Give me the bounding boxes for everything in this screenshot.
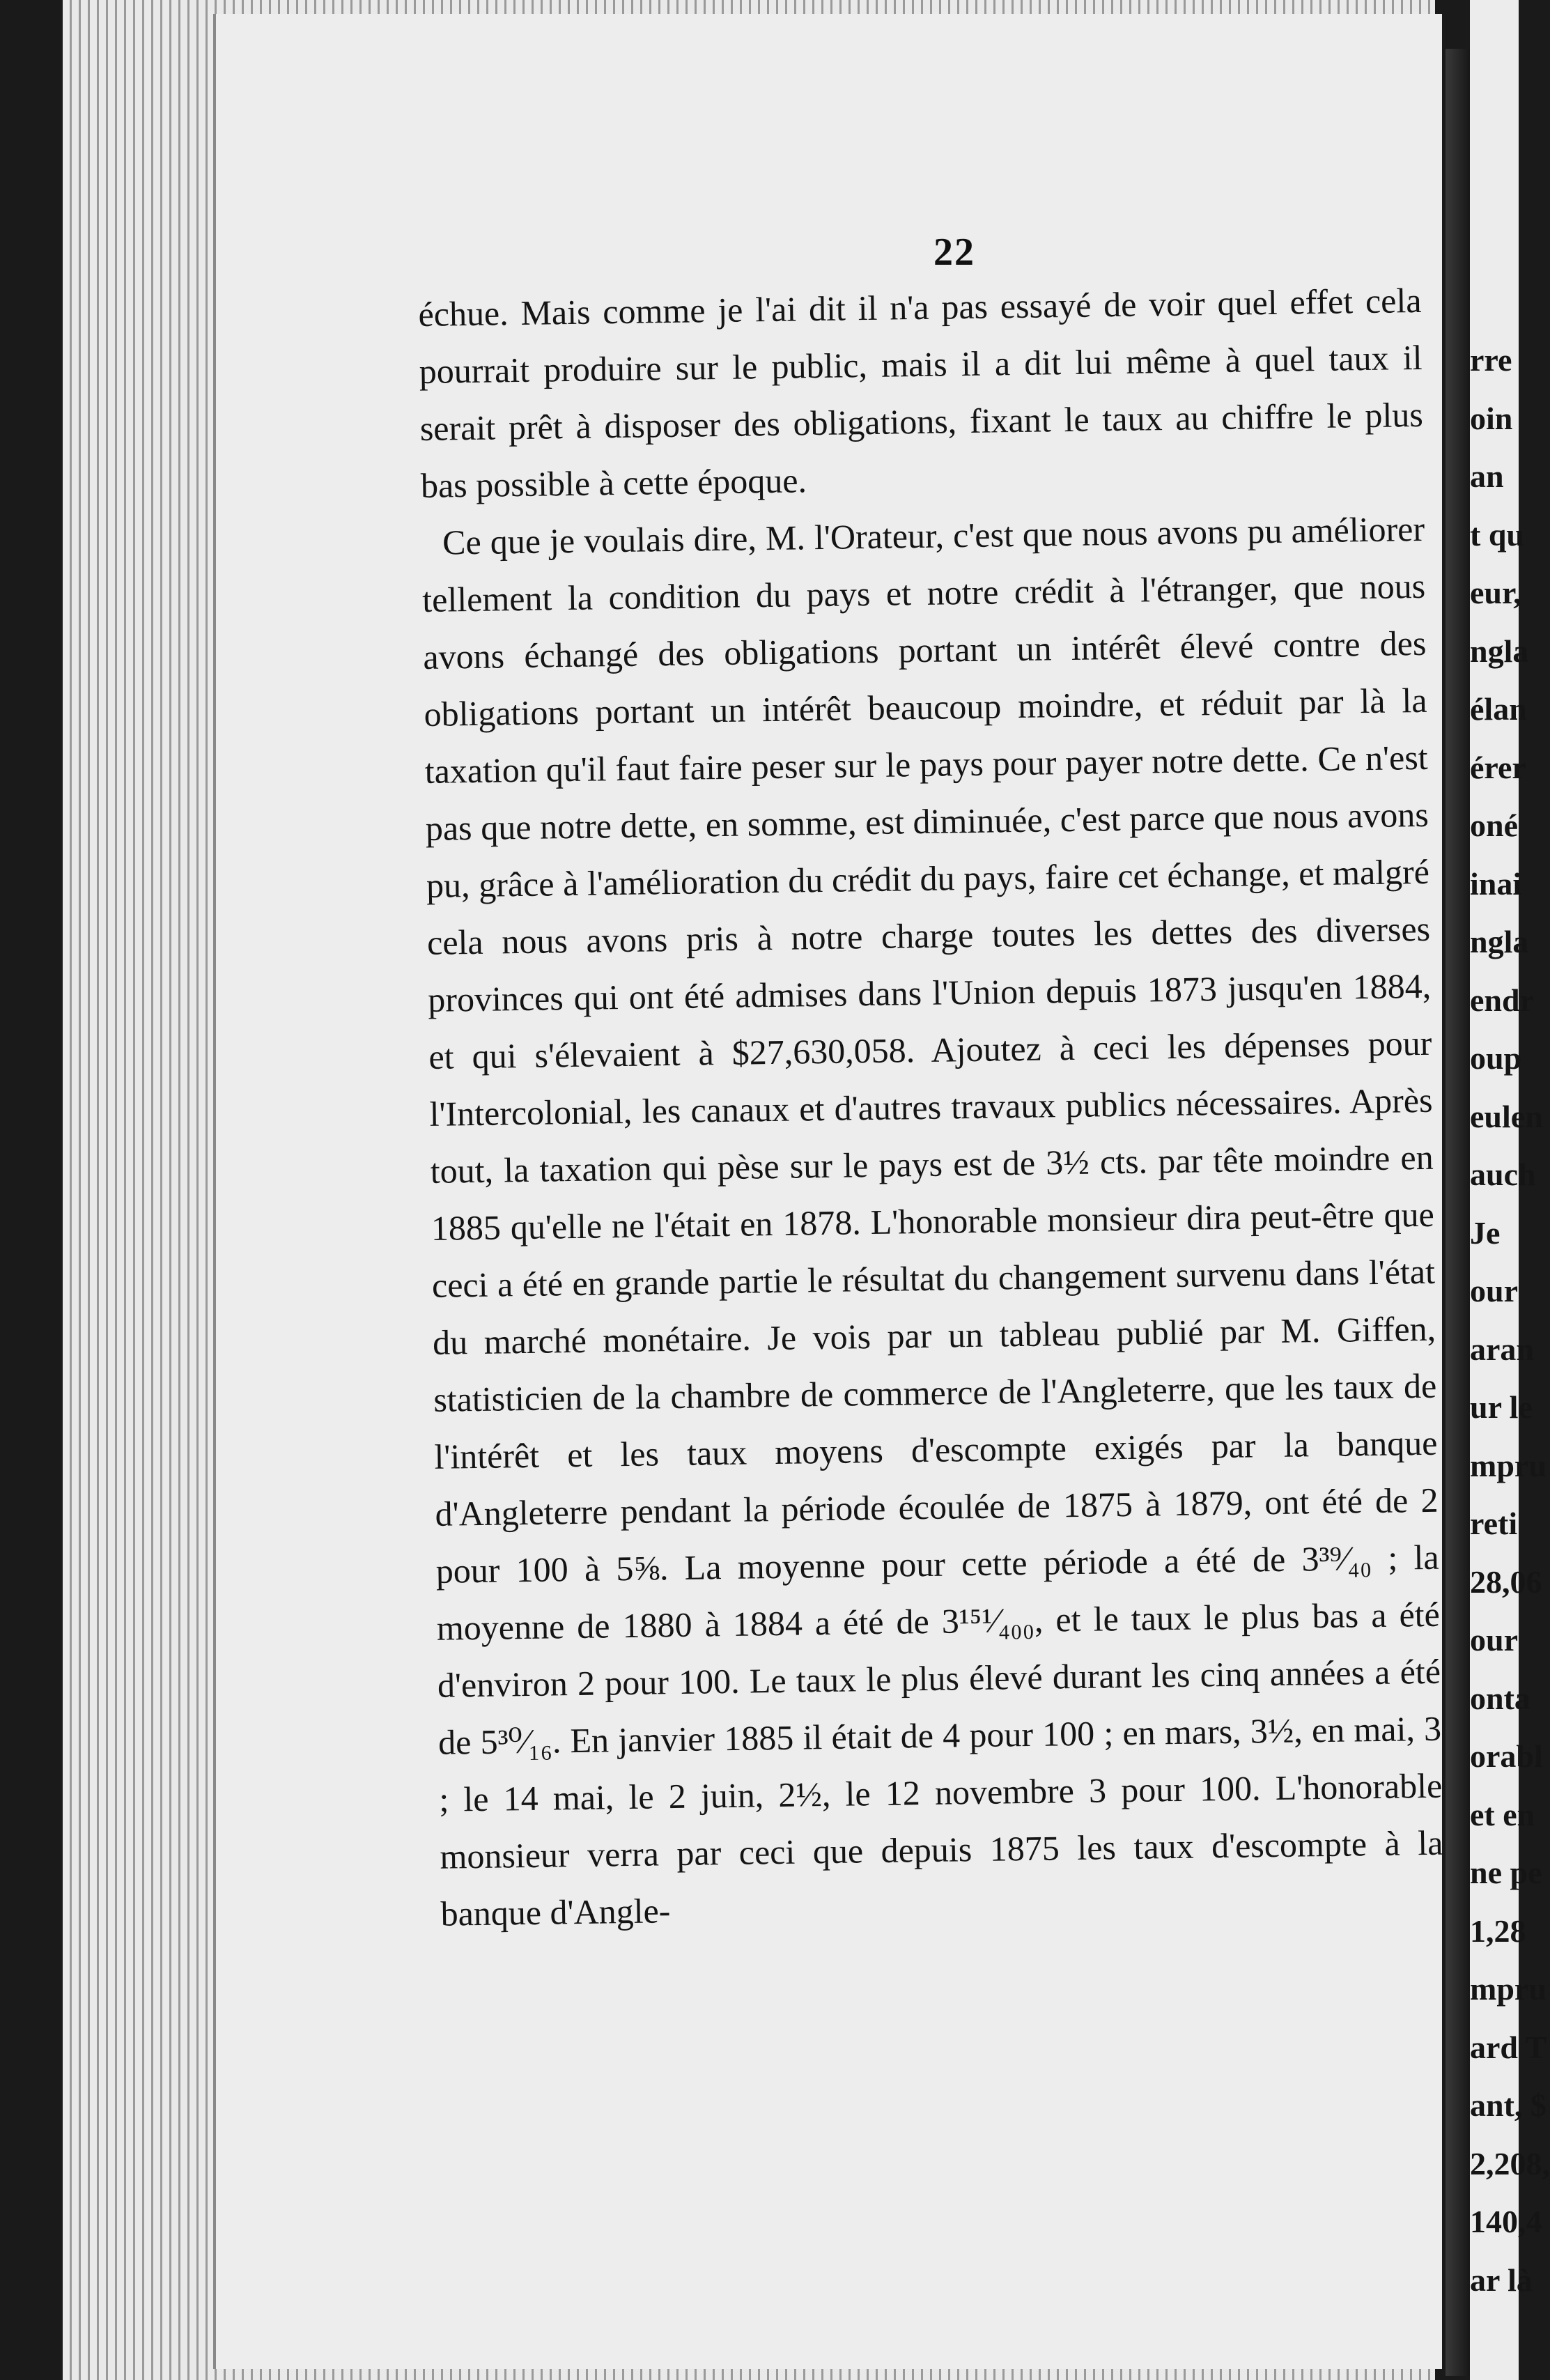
next-page-fragment: onta bbox=[1470, 1680, 1530, 1716]
next-page-fragment: orabl bbox=[1470, 1738, 1543, 1774]
next-page-fragment: 140,4 bbox=[1470, 2204, 1542, 2239]
next-page-fragment: ngla bbox=[1470, 633, 1529, 669]
next-page-fragment: auch bbox=[1470, 1157, 1536, 1192]
next-page-fragment: ant, $ bbox=[1470, 2087, 1547, 2123]
next-page-fragment: Je bbox=[1470, 1214, 1501, 1251]
next-page-fragment: aran bbox=[1470, 1331, 1534, 1367]
page-number: 22 bbox=[933, 231, 975, 274]
next-page-fragment: an bbox=[1470, 458, 1504, 494]
next-page-fragment: mpru bbox=[1470, 1971, 1547, 2007]
next-page-fragment: mpru bbox=[1470, 1447, 1547, 1483]
next-page-fragment: oné bbox=[1470, 808, 1518, 843]
next-page-fragment: ur le bbox=[1470, 1389, 1533, 1425]
next-page-fragment: élan bbox=[1470, 691, 1527, 727]
next-page-fragment: t qu bbox=[1470, 516, 1524, 552]
next-page-fragment: our bbox=[1470, 1273, 1518, 1308]
next-page-fragment: our bbox=[1470, 1622, 1518, 1658]
next-page-fragment: oup bbox=[1470, 1040, 1522, 1076]
next-page-fragment: reti bbox=[1470, 1506, 1518, 1541]
next-page-fragment: ngla bbox=[1470, 924, 1529, 959]
next-page-fragment: ar là bbox=[1470, 2262, 1533, 2298]
next-page-fragment: inai bbox=[1470, 865, 1522, 902]
next-page-fragment: eur, bbox=[1470, 575, 1521, 610]
next-page-fragment: endr bbox=[1470, 982, 1534, 1018]
paragraph-1: échue. Mais comme je l'ai dit il n'a pas essayé de voir quel effet cela pourrait produire sur le public, mais il a dit lui même à quel taux il serait prêt à disposer des obligations, fixant le taux au chiffre le plus bas possible à cette époque. bbox=[418, 280, 1424, 505]
next-page-fragment: rre bbox=[1470, 342, 1512, 378]
next-page-fragment: ard T bbox=[1470, 2029, 1547, 2065]
next-page-fragment: érer bbox=[1470, 749, 1526, 785]
next-page-fragment: 1,28 bbox=[1470, 1912, 1526, 1949]
next-page-fragment: eulen bbox=[1470, 1098, 1543, 1134]
next-page-fragment: oin bbox=[1470, 400, 1513, 436]
next-page-fragment: 2,208, bbox=[1470, 2145, 1550, 2181]
next-page-edge bbox=[1470, 0, 1550, 2380]
next-page-fragment: 28,06 bbox=[1470, 1563, 1542, 1600]
paragraph-2: Ce que je voulais dire, M. l'Orateur, c'est que nous avons pu améliorer tellement la condition du pays et notre crédit à l'étranger, que nous avons échangé des obligations portant un intérêt élevé contre des obligations portant un intérêt beaucoup moindre, et réduit par là la taxation qu'il faut faire peser sur le pays pour payer notre dette. Ce n'est pas que notre dette, en somme, est diminuée, c'est parce que nous avons pu, grâce à l'amélioration du crédit du pays, faire cet échange, et malgré cela nous avons pris à notre charge toutes les dettes des diverses provinces qui ont été admises dans l'Union depuis 1873 jusqu'en 1884, et qui s'élevaient à $27,630,058. Ajoutez à ceci les dépenses pour l'Intercolonial, les canaux et d'autres travaux publics nécessaires. Après tout, la taxation qui pèse sur le pays est de 3½ cts. par tête moindre en 1885 qu'elle ne l'était en 1878. L'honorable monsieur dira peut-être que ceci a été en grande partie le résultat du changement survenu dans l'état du marché monétaire. Je vois par un tableau publié par M. Giffen, statisticien de la chambre de commerce de l'Angleterre, que les taux de l'intérêt et les taux moyens d'escompte exigés par la banque d'Angleterre pendant la période écoulée de 1875 à 1879, ont été de 2 pour 100 à 5⅝. La moyenne pour cette période a été de 3³⁹⁄₄₀ ; la moyenne de 1880 à 1884 a été de 3¹⁵¹⁄₄₀₀, et le taux le plus bas a été d'environ 2 pour 100. Le taux le plus élevé durant les cinq années a été de 5³⁰⁄₁₆. En janvier 1885 il était de 4 pour 100 ; en mars, 3½, en mai, 3 ; le 14 mai, le 2 juin, 2½, le 12 novembre 3 pour 100. L'honorable monsieur verra par ceci que depuis 1875 les taux d'escompte à la banque d'Angle- bbox=[421, 509, 1443, 1933]
body-text bbox=[418, 272, 1444, 1942]
next-page-fragment: ne pe bbox=[1470, 1855, 1542, 1890]
next-page-fragment: et en bbox=[1470, 1796, 1535, 1832]
